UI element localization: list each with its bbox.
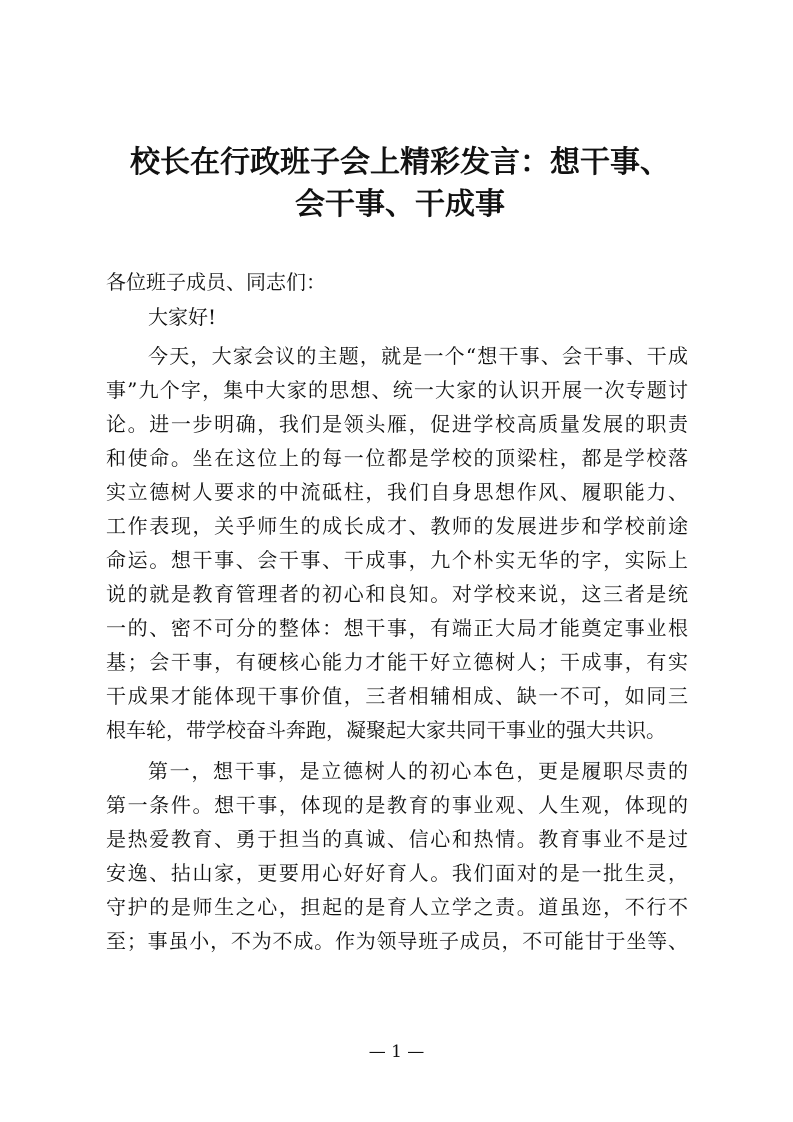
paragraph-1-line: 根车轮，带学校奋斗奔跑，凝聚起大家共同干事业的强大共识。 [106,718,666,742]
paragraph-2-line: 守护的是师生之心，担起的是育人立学之责。道虽迩，不行不 [106,895,688,919]
paragraph-1-line: 实立德树人要求的中流砥柱，我们自身思想作风、履职能力、 [106,480,688,504]
paragraph-2-line: 是热爱教育、勇于担当的真诚、信心和热情。教育事业不是过 [106,827,688,851]
document-title-line-1: 校长在行政班子会上精彩发言：想干事、 [130,145,670,180]
greeting: 大家好! [148,305,217,329]
paragraph-2-line: 安逸、拈山家，更要用心好好育人。我们面对的是一批生灵， [106,861,688,885]
document-title-line-2: 会干事、干成事 [295,187,505,222]
paragraph-1-line: 一的、密不可分的整体：想干事，有端正大局才能奠定事业根 [106,616,688,640]
paragraph-1-line: 工作表现，关乎师生的成长成才、教师的发展进步和学校前途 [106,514,688,538]
paragraph-2-line: 第一，想干事，是立德树人的初心本色，更是履职尽责的 [148,759,688,783]
paragraph-1-line: 基；会干事，有硬核心能力才能干好立德树人；干成事，有实 [106,650,688,674]
paragraph-1-line: 说的就是教育管理者的初心和良知。对学校来说，这三者是统 [106,582,688,606]
paragraph-1-line: 干成果才能体现干事价值，三者相辅相成、缺一不可，如同三 [106,684,688,708]
salutation: 各位班子成员、同志们： [106,270,326,294]
paragraph-1-line: 命运。想干事、会干事、干成事，九个朴实无华的字，实际上 [106,548,688,572]
paragraph-2-line: 第一条件。想干事，体现的是教育的事业观、人生观，体现的 [106,793,688,817]
paragraph-1-line: 论。进一步明确，我们是领头雁，促进学校高质量发展的职责 [106,412,688,436]
paragraph-1-line: 事”九个字，集中大家的思想、统一大家的认识开展一次专题讨 [106,378,688,402]
paragraph-2-line: 至；事虽小，不为不成。作为领导班子成员，不可能甘于坐等、 [106,929,688,953]
paragraph-1-line: 和使命。坐在这位上的每一位都是学校的顶梁柱，都是学校落 [106,446,688,470]
paragraph-1-line: 今天，大家会议的主题，就是一个“想干事、会干事、干成 [148,344,688,368]
page-number: — 1 — [368,1042,425,1062]
